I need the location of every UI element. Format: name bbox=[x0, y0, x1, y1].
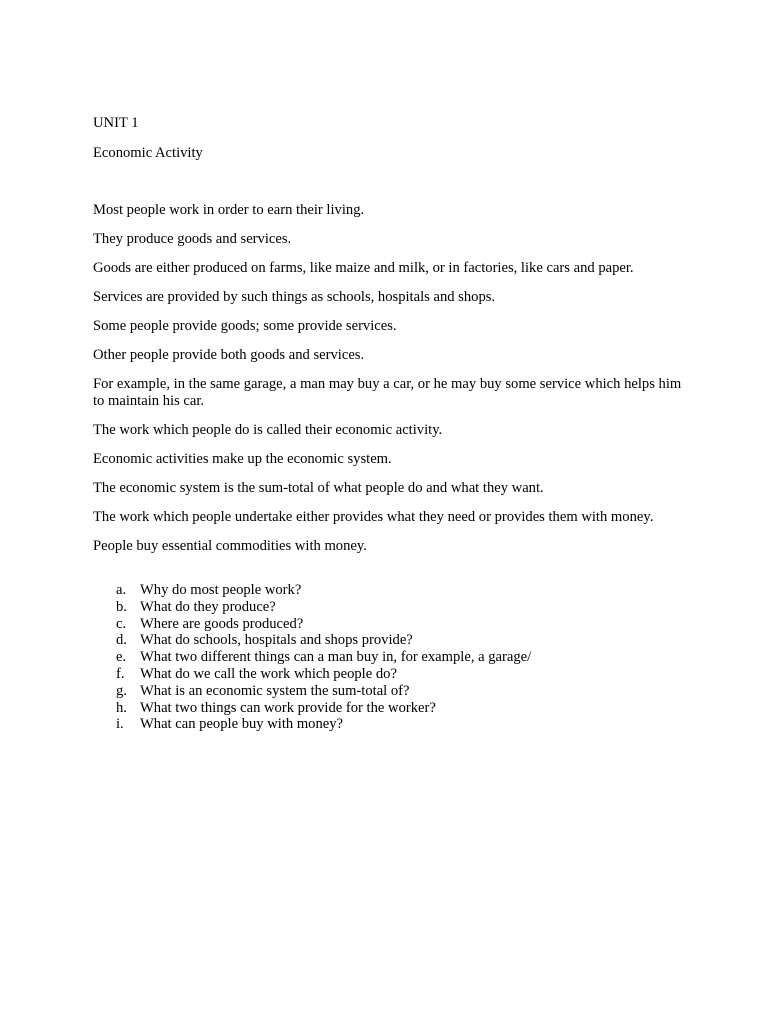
question-text: What can people buy with money? bbox=[140, 716, 344, 733]
unit-label: UNIT 1 bbox=[93, 115, 139, 131]
paragraph: Other people provide both goods and services. bbox=[93, 347, 365, 363]
question-text: What two different things can a man buy in, for example, a garage/ bbox=[140, 649, 532, 666]
question-marker: e. bbox=[116, 649, 127, 666]
paragraph: Most people work in order to earn their living. bbox=[93, 202, 365, 218]
question-marker: h. bbox=[116, 699, 127, 716]
question-item bbox=[116, 716, 676, 733]
question-item bbox=[116, 700, 676, 717]
question-marker: g. bbox=[116, 682, 127, 699]
paragraph: The work which people undertake either provides what they need or provides them with money. bbox=[93, 509, 654, 525]
question-text: Where are goods produced? bbox=[140, 615, 304, 632]
question-marker: i. bbox=[116, 716, 124, 733]
paragraph: Some people provide goods; some provide services. bbox=[93, 318, 397, 334]
question-item bbox=[116, 666, 676, 683]
question-text: What is an economic system the sum-total of? bbox=[140, 682, 410, 699]
question-list bbox=[116, 582, 676, 733]
question-item bbox=[116, 599, 676, 616]
paragraph: The economic system is the sum-total of what people do and what they want. bbox=[93, 480, 544, 496]
question-item bbox=[116, 683, 676, 700]
question-marker: a. bbox=[116, 582, 127, 598]
question-item bbox=[116, 582, 676, 599]
question-marker: b. bbox=[116, 598, 127, 615]
question-text: What do we call the work which people do? bbox=[140, 665, 397, 682]
question-text: What do they produce? bbox=[140, 598, 276, 615]
question-item bbox=[116, 616, 676, 633]
question-text: Why do most people work? bbox=[140, 582, 302, 598]
question-item bbox=[116, 632, 676, 649]
paragraph: Economic activities make up the economic system. bbox=[93, 451, 392, 467]
body-paragraphs bbox=[93, 202, 693, 567]
paragraph: Goods are either produced on farms, like maize and milk, or in factories, like cars and paper. bbox=[93, 260, 634, 276]
question-item bbox=[116, 649, 676, 666]
paragraph: For example, in the same garage, a man may buy a car, or he may buy some service which helps him to maintain his car. bbox=[93, 376, 682, 409]
unit-title: Economic Activity bbox=[93, 145, 203, 161]
paragraph: The work which people do is called their economic activity. bbox=[93, 422, 443, 438]
question-marker: d. bbox=[116, 632, 127, 649]
question-text: What do schools, hospitals and shops provide? bbox=[140, 632, 413, 649]
question-marker: f. bbox=[116, 665, 125, 682]
paragraph: People buy essential commodities with money. bbox=[93, 538, 367, 554]
paragraph: Services are provided by such things as schools, hospitals and shops. bbox=[93, 289, 496, 305]
paragraph: They produce goods and services. bbox=[93, 231, 292, 247]
question-text: What two things can work provide for the worker? bbox=[140, 699, 436, 716]
question-marker: c. bbox=[116, 615, 127, 632]
